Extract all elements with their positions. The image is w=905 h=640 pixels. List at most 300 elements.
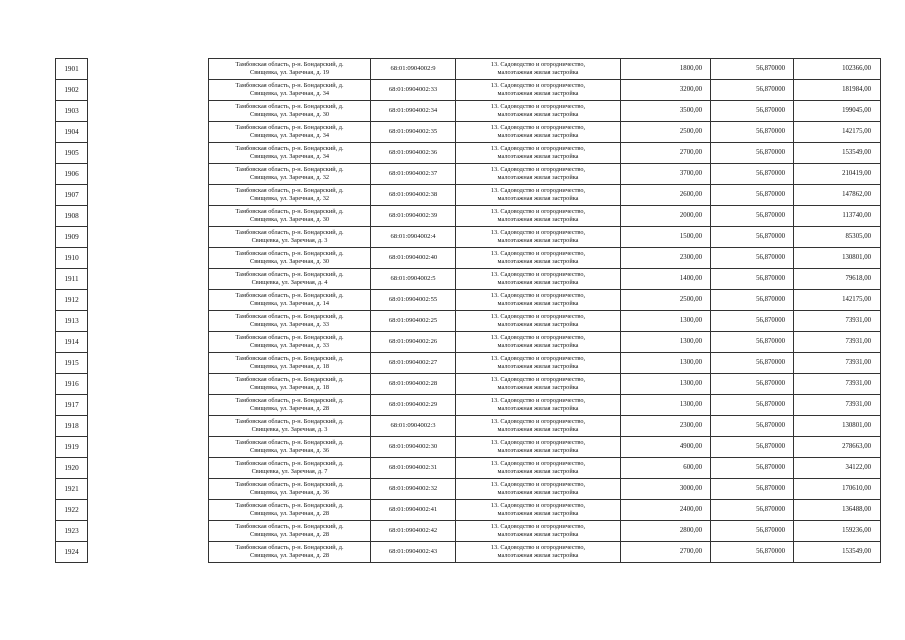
address-line-1: Тамбовская область, р-н. Бондарский, д. [235,523,344,530]
land-use-cell [456,185,621,206]
cadastral-value-cell: 278663,00 [794,437,881,458]
row-number-cell: 1911 [56,269,88,290]
land-use-cell [456,206,621,227]
address-line-2: Свищевка, ул. Заречная, д. 36 [250,447,329,454]
row-number-cell: 1903 [56,101,88,122]
land-use-line-1: 13. Садоводство и огородничество, [490,187,586,194]
land-use-line-1: 13. Садоводство и огородничество, [490,523,586,530]
specific-value-cell: 56,870000 [711,416,794,437]
row-number-row [56,311,88,332]
land-use-line-1: 13. Садоводство и огородничество, [490,481,586,488]
cadastral-value-cell: 147862,00 [794,185,881,206]
address-cell [209,206,371,227]
row-number-row [56,416,88,437]
land-use-cell [456,227,621,248]
address-line-1: Тамбовская область, р-н. Бондарский, д. [235,61,344,68]
address-line-2: Свищевка, ул. Заречная, д. 33 [250,342,329,349]
address-line-1: Тамбовская область, р-н. Бондарский, д. [235,397,344,404]
land-use-line-2: малоэтажная жилая застройка [497,447,579,454]
specific-value-cell: 56,870000 [711,269,794,290]
area-cell: 600,00 [621,458,711,479]
address-cell [209,59,371,80]
land-use-cell [456,248,621,269]
row-number-row [56,185,88,206]
address-line-2: Свищевка, ул. Заречная, д. 28 [250,531,329,538]
cadastral-value-cell: 102366,00 [794,59,881,80]
cadastral-value-cell: 199045,00 [794,101,881,122]
table-row [209,458,881,479]
land-use-cell [456,374,621,395]
land-use-line-1: 13. Садоводство и огородничество, [490,145,586,152]
specific-value-cell: 56,870000 [711,59,794,80]
cadastral-number-cell: 68:01:0904002:38 [371,185,456,206]
land-use-cell [456,164,621,185]
row-number-cell: 1905 [56,143,88,164]
address-line-1: Тамбовская область, р-н. Бондарский, д. [235,124,344,131]
table-row [209,311,881,332]
address-cell [209,479,371,500]
specific-value-cell: 56,870000 [711,500,794,521]
table-row [209,80,881,101]
address-line-2: Свищевка, ул. Заречная, д. 32 [250,174,329,181]
area-cell: 2500,00 [621,122,711,143]
cadastral-number-cell: 68:01:0904002:29 [371,395,456,416]
address-line-1: Тамбовская область, р-н. Бондарский, д. [235,313,344,320]
cadastral-number-cell: 68:01:0904002:37 [371,164,456,185]
land-use-line-2: малоэтажная жилая застройка [497,132,579,139]
row-number-cell: 1901 [56,59,88,80]
address-line-2: Свищевка, ул. Заречная, д. 4 [251,279,328,286]
address-line-1: Тамбовская область, р-н. Бондарский, д. [235,460,344,467]
address-line-2: Свищевка, ул. Заречная, д. 30 [250,258,329,265]
land-plots-table [208,58,881,563]
land-use-line-1: 13. Садоводство и огородничество, [490,250,586,257]
cadastral-number-cell: 68:01:0904002:32 [371,479,456,500]
address-line-2: Свищевка, ул. Заречная, д. 30 [250,111,329,118]
area-cell: 1500,00 [621,227,711,248]
address-line-1: Тамбовская область, р-н. Бондарский, д. [235,292,344,299]
land-use-line-1: 13. Садоводство и огородничество, [490,124,586,131]
area-cell: 3000,00 [621,479,711,500]
address-line-1: Тамбовская область, р-н. Бондарский, д. [235,481,344,488]
specific-value-cell: 56,870000 [711,395,794,416]
land-use-cell [456,395,621,416]
land-use-line-1: 13. Садоводство и огородничество, [490,61,586,68]
address-cell [209,122,371,143]
cadastral-number-cell: 68:01:0904002:9 [371,59,456,80]
land-use-line-2: малоэтажная жилая застройка [497,90,579,97]
cadastral-value-cell: 113740,00 [794,206,881,227]
row-number-cell: 1916 [56,374,88,395]
cadastral-value-cell: 142175,00 [794,122,881,143]
row-number-body [56,59,88,563]
row-number-row [56,101,88,122]
land-use-line-2: малоэтажная жилая застройка [497,510,579,517]
land-use-line-1: 13. Садоводство и огородничество, [490,502,586,509]
land-use-cell [456,311,621,332]
row-number-row [56,143,88,164]
specific-value-cell: 56,870000 [711,374,794,395]
row-number-cell: 1906 [56,164,88,185]
land-use-line-2: малоэтажная жилая застройка [497,426,579,433]
table-row [209,248,881,269]
specific-value-cell: 56,870000 [711,101,794,122]
address-cell [209,101,371,122]
address-line-2: Свищевка, ул. Заречная, д. 18 [250,384,329,391]
cadastral-value-cell: 159236,00 [794,521,881,542]
land-use-cell [456,458,621,479]
table-row [209,416,881,437]
specific-value-cell: 56,870000 [711,458,794,479]
area-cell: 1400,00 [621,269,711,290]
land-use-line-2: малоэтажная жилая застройка [497,237,579,244]
address-cell [209,416,371,437]
cadastral-number-cell: 68:01:0904002:40 [371,248,456,269]
row-number-cell: 1921 [56,479,88,500]
table-row [209,59,881,80]
cadastral-number-cell: 68:01:0904002:4 [371,227,456,248]
row-number-row [56,206,88,227]
address-cell [209,311,371,332]
land-use-cell [456,542,621,563]
specific-value-cell: 56,870000 [711,437,794,458]
area-cell: 1300,00 [621,353,711,374]
address-cell [209,374,371,395]
row-number-row [56,164,88,185]
land-use-line-2: малоэтажная жилая застройка [497,384,579,391]
row-number-row [56,353,88,374]
address-line-1: Тамбовская область, р-н. Бондарский, д. [235,376,344,383]
cadastral-value-cell: 142175,00 [794,290,881,311]
row-number-cell: 1909 [56,227,88,248]
land-use-line-2: малоэтажная жилая застройка [497,279,579,286]
address-line-2: Свищевка, ул. Заречная, д. 34 [250,132,329,139]
land-use-line-1: 13. Садоводство и огородничество, [490,166,586,173]
table-row [209,101,881,122]
land-use-cell [456,353,621,374]
address-cell [209,458,371,479]
cadastral-value-cell: 73931,00 [794,332,881,353]
address-cell [209,332,371,353]
land-use-cell [456,101,621,122]
row-number-cell: 1912 [56,290,88,311]
table-row [209,269,881,290]
specific-value-cell: 56,870000 [711,227,794,248]
area-cell: 2400,00 [621,500,711,521]
specific-value-cell: 56,870000 [711,353,794,374]
address-line-1: Тамбовская область, р-н. Бондарский, д. [235,166,344,173]
area-cell: 2800,00 [621,521,711,542]
row-number-row [56,521,88,542]
specific-value-cell: 56,870000 [711,185,794,206]
table-row [209,227,881,248]
land-use-cell [456,80,621,101]
land-use-line-2: малоэтажная жилая застройка [497,69,579,76]
row-number-cell: 1922 [56,500,88,521]
table-row [209,164,881,185]
land-use-line-1: 13. Садоводство и огородничество, [490,355,586,362]
land-use-line-1: 13. Садоводство и огородничество, [490,439,586,446]
cadastral-value-cell: 181984,00 [794,80,881,101]
land-use-line-1: 13. Садоводство и огородничество, [490,208,586,215]
land-use-cell [456,437,621,458]
specific-value-cell: 56,870000 [711,122,794,143]
area-cell: 1300,00 [621,311,711,332]
cadastral-number-cell: 68:01:0904002:26 [371,332,456,353]
land-use-cell [456,143,621,164]
address-line-1: Тамбовская область, р-н. Бондарский, д. [235,439,344,446]
row-number-cell: 1923 [56,521,88,542]
table-row [209,479,881,500]
land-use-line-2: малоэтажная жилая застройка [497,153,579,160]
table-row [209,542,881,563]
address-cell [209,143,371,164]
address-line-2: Свищевка, ул. Заречная, д. 33 [250,321,329,328]
area-cell: 4900,00 [621,437,711,458]
table-row [209,521,881,542]
land-use-line-1: 13. Садоводство и огородничество, [490,397,586,404]
address-cell [209,227,371,248]
cadastral-number-cell: 68:01:0904002:33 [371,80,456,101]
cadastral-value-cell: 170610,00 [794,479,881,500]
row-number-row [56,59,88,80]
address-line-1: Тамбовская область, р-н. Бондарский, д. [235,502,344,509]
address-cell [209,542,371,563]
area-cell: 3200,00 [621,80,711,101]
land-use-line-1: 13. Садоводство и огородничество, [490,313,586,320]
area-cell: 1300,00 [621,374,711,395]
table-row [209,143,881,164]
row-number-cell: 1913 [56,311,88,332]
row-number-row [56,227,88,248]
table-row [209,185,881,206]
area-cell: 2300,00 [621,248,711,269]
address-line-2: Свищевка, ул. Заречная, д. 28 [250,510,329,517]
area-cell: 2000,00 [621,206,711,227]
cadastral-value-cell: 73931,00 [794,353,881,374]
address-line-2: Свищевка, ул. Заречная, д. 30 [250,216,329,223]
land-use-line-1: 13. Садоводство и огородничество, [490,544,586,551]
cadastral-value-cell: 73931,00 [794,311,881,332]
land-use-cell [456,122,621,143]
cadastral-number-cell: 68:01:0904002:41 [371,500,456,521]
cadastral-value-cell: 73931,00 [794,374,881,395]
row-number-cell: 1918 [56,416,88,437]
address-cell [209,290,371,311]
row-number-row [56,374,88,395]
address-line-2: Свищевка, ул. Заречная, д. 14 [250,300,329,307]
table-row [209,395,881,416]
area-cell: 2700,00 [621,542,711,563]
address-cell [209,80,371,101]
land-use-line-1: 13. Садоводство и огородничество, [490,103,586,110]
land-use-line-2: малоэтажная жилая застройка [497,531,579,538]
land-use-line-2: малоэтажная жилая застройка [497,300,579,307]
cadastral-number-cell: 68:01:0904002:28 [371,374,456,395]
land-use-line-2: малоэтажная жилая застройка [497,111,579,118]
cadastral-value-cell: 130801,00 [794,248,881,269]
land-use-line-1: 13. Садоводство и огородничество, [490,376,586,383]
area-cell: 1800,00 [621,59,711,80]
table-row [209,290,881,311]
address-line-1: Тамбовская область, р-н. Бондарский, д. [235,103,344,110]
address-line-1: Тамбовская область, р-н. Бондарский, д. [235,145,344,152]
address-cell [209,248,371,269]
row-number-cell: 1919 [56,437,88,458]
table-row [209,122,881,143]
land-use-line-1: 13. Садоводство и огородничество, [490,418,586,425]
row-number-cell: 1920 [56,458,88,479]
land-use-line-1: 13. Садоводство и огородничество, [490,334,586,341]
cadastral-number-cell: 68:01:0904002:25 [371,311,456,332]
cadastral-value-cell: 136488,00 [794,500,881,521]
cadastral-number-cell: 68:01:0904002:30 [371,437,456,458]
specific-value-cell: 56,870000 [711,143,794,164]
specific-value-cell: 56,870000 [711,206,794,227]
row-number-cell: 1902 [56,80,88,101]
address-line-2: Свищевка, ул. Заречная, д. 7 [251,468,328,475]
cadastral-number-cell: 68:01:0904002:55 [371,290,456,311]
cadastral-number-cell: 68:01:0904002:27 [371,353,456,374]
area-cell: 2600,00 [621,185,711,206]
land-use-line-2: малоэтажная жилая застройка [497,216,579,223]
address-line-1: Тамбовская область, р-н. Бондарский, д. [235,418,344,425]
row-number-cell: 1915 [56,353,88,374]
address-line-2: Свищевка, ул. Заречная, д. 32 [250,195,329,202]
specific-value-cell: 56,870000 [711,248,794,269]
cadastral-number-cell: 68:01:0904002:35 [371,122,456,143]
table-row [209,437,881,458]
land-use-cell [456,416,621,437]
address-line-1: Тамбовская область, р-н. Бондарский, д. [235,208,344,215]
address-cell [209,437,371,458]
land-use-line-1: 13. Садоводство и огородничество, [490,229,586,236]
specific-value-cell: 56,870000 [711,521,794,542]
row-number-cell: 1910 [56,248,88,269]
address-cell [209,185,371,206]
area-cell: 3700,00 [621,164,711,185]
row-number-row [56,479,88,500]
area-cell: 2700,00 [621,143,711,164]
row-number-row [56,122,88,143]
address-line-1: Тамбовская область, р-н. Бондарский, д. [235,355,344,362]
row-number-row [56,80,88,101]
land-use-line-2: малоэтажная жилая застройка [497,174,579,181]
address-cell [209,164,371,185]
table-row [209,332,881,353]
cadastral-number-cell: 68:01:0904002:42 [371,521,456,542]
address-line-2: Свищевка, ул. Заречная, д. 19 [250,69,329,76]
address-line-1: Тамбовская область, р-н. Бондарский, д. [235,334,344,341]
table-row [209,500,881,521]
row-number-cell: 1907 [56,185,88,206]
land-use-cell [456,500,621,521]
cadastral-value-cell: 130801,00 [794,416,881,437]
land-use-line-2: малоэтажная жилая застройка [497,321,579,328]
address-cell [209,395,371,416]
land-use-line-2: малоэтажная жилая застройка [497,363,579,370]
cadastral-value-cell: 153549,00 [794,542,881,563]
land-use-line-1: 13. Садоводство и огородничество, [490,271,586,278]
land-use-line-2: малоэтажная жилая застройка [497,468,579,475]
address-line-1: Тамбовская область, р-н. Бондарский, д. [235,82,344,89]
address-cell [209,269,371,290]
specific-value-cell: 56,870000 [711,164,794,185]
address-line-1: Тамбовская область, р-н. Бондарский, д. [235,187,344,194]
address-line-1: Тамбовская область, р-н. Бондарский, д. [235,250,344,257]
address-line-2: Свищевка, ул. Заречная, д. 3 [251,237,328,244]
address-line-1: Тамбовская область, р-н. Бондарский, д. [235,544,344,551]
address-line-2: Свищевка, ул. Заречная, д. 28 [250,405,329,412]
area-cell: 1300,00 [621,395,711,416]
specific-value-cell: 56,870000 [711,290,794,311]
row-number-row [56,458,88,479]
cadastral-value-cell: 34122,00 [794,458,881,479]
address-cell [209,521,371,542]
cadastral-value-cell: 73931,00 [794,395,881,416]
address-line-1: Тамбовская область, р-н. Бондарский, д. [235,271,344,278]
land-use-line-2: малоэтажная жилая застройка [497,342,579,349]
table-row [209,206,881,227]
row-number-row [56,332,88,353]
address-line-1: Тамбовская область, р-н. Бондарский, д. [235,229,344,236]
row-number-cell: 1917 [56,395,88,416]
specific-value-cell: 56,870000 [711,332,794,353]
specific-value-cell: 56,870000 [711,80,794,101]
land-use-cell [456,59,621,80]
row-number-cell: 1914 [56,332,88,353]
land-use-line-2: малоэтажная жилая застройка [497,405,579,412]
table-row [209,353,881,374]
address-line-2: Свищевка, ул. Заречная, д. 3 [251,426,328,433]
cadastral-number-cell: 68:01:0904002:31 [371,458,456,479]
row-number-row [56,395,88,416]
row-number-row [56,542,88,563]
land-use-line-1: 13. Садоводство и огородничество, [490,82,586,89]
address-line-2: Свищевка, ул. Заречная, д. 34 [250,90,329,97]
specific-value-cell: 56,870000 [711,479,794,500]
specific-value-cell: 56,870000 [711,542,794,563]
cadastral-number-cell: 68:01:0904002:5 [371,269,456,290]
land-use-cell [456,290,621,311]
cadastral-value-cell: 85305,00 [794,227,881,248]
row-number-column [55,58,88,563]
land-use-line-2: малоэтажная жилая застройка [497,258,579,265]
address-cell [209,500,371,521]
row-number-row [56,437,88,458]
land-use-line-2: малоэтажная жилая застройка [497,195,579,202]
row-number-cell: 1908 [56,206,88,227]
address-line-2: Свищевка, ул. Заречная, д. 36 [250,489,329,496]
land-plots-body [209,59,881,563]
cadastral-value-cell: 210419,00 [794,164,881,185]
cadastral-value-cell: 153549,00 [794,143,881,164]
address-line-2: Свищевка, ул. Заречная, д. 34 [250,153,329,160]
row-number-row [56,500,88,521]
row-number-row [56,248,88,269]
land-use-cell [456,521,621,542]
address-line-2: Свищевка, ул. Заречная, д. 18 [250,363,329,370]
area-cell: 1300,00 [621,332,711,353]
area-cell: 2300,00 [621,416,711,437]
row-number-row [56,290,88,311]
area-cell: 2500,00 [621,290,711,311]
cadastral-value-cell: 79618,00 [794,269,881,290]
row-number-row [56,269,88,290]
address-line-2: Свищевка, ул. Заречная, д. 28 [250,552,329,559]
land-use-line-1: 13. Садоводство и огородничество, [490,460,586,467]
area-cell: 3500,00 [621,101,711,122]
